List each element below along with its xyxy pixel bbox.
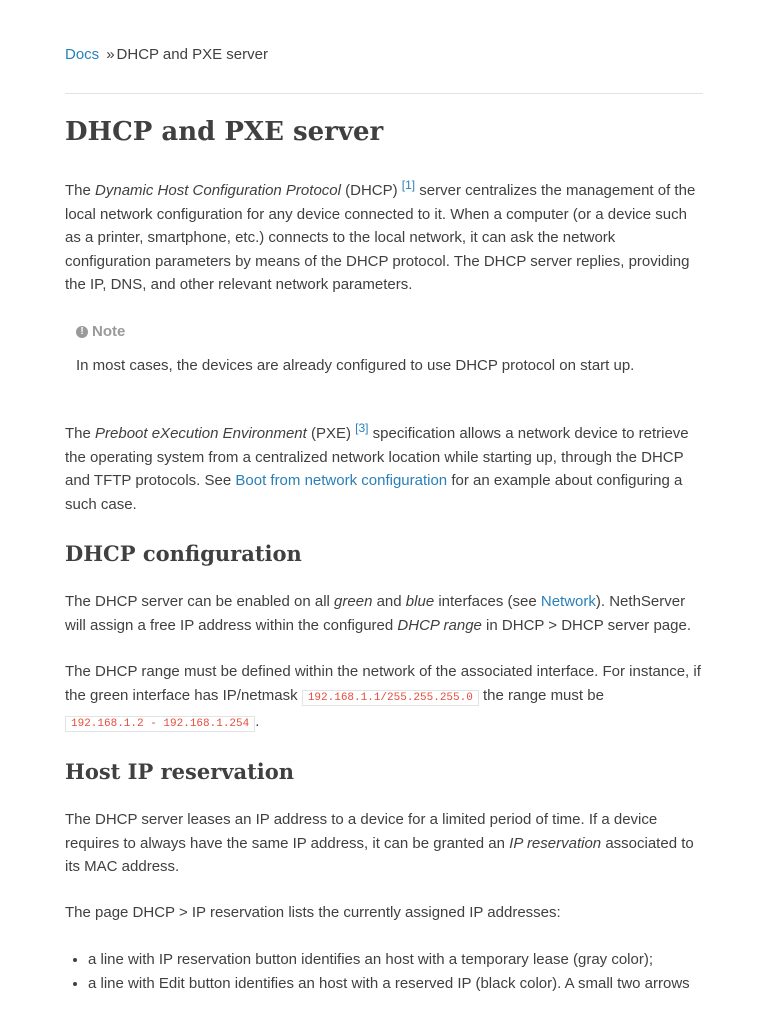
info-circle-icon: ! [76, 326, 88, 338]
host-ip-reservation-heading: Host IP reservation [65, 759, 295, 784]
dhcp-config-paragraph-2: The DHCP range must be defined within the network of the associated interface. For instance, if the green interface has IP/netmask 192.168.1.1/255.255.255.0 the range must be 192.168.1.2 - 192.168.1.254 . [65, 663, 701, 730]
page-title: DHCP and PXE server [65, 117, 384, 147]
network-link[interactable]: Network [540, 593, 596, 610]
netmask-code: 192.168.1.1/255.255.255.0 [302, 690, 479, 706]
footnote-3-link[interactable]: [3] [355, 421, 369, 435]
footnote-1-link[interactable]: [1] [401, 178, 416, 192]
pxe-paragraph: The Preboot eXecution Environment (PXE) [3] specification allows a network device to retrieve the operating system from a centralized network location while starting up, through the DHCP and TFTP protocols. See Boot from network configuration for an example about configuring a such case. [65, 421, 689, 513]
list-item: • a line with Edit button identifies an host with a reserved IP (black color). A small two arrows [88, 972, 726, 996]
note-text: In most cases, the devices are already configured to use DHCP protocol on start up. [76, 357, 635, 374]
intro-paragraph: The Dynamic Host Configuration Protocol (DHCP) [1] server centralizes the management of the local network configuration for any device connected to it. When a computer (or a device such as a printer, smartphone, etc.) connects to the local network, it can ask the network configuration parameters by means of the DHCP protocol. The DHCP server replies, providing the IP, DNS, and other relevant network parameters. [65, 178, 696, 293]
breadcrumb [65, 46, 703, 63]
reservation-list [65, 948, 726, 995]
dhcp-config-paragraph-1: The DHCP server can be enabled on all green and blue interfaces (see Network). NethServer will assign a free IP address within the configured DHCP range in DHCP > DHCP server page. [65, 593, 692, 634]
breadcrumb-current: DHCP and PXE server [116, 46, 268, 63]
host-ip-paragraph-2: The page DHCP > IP reservation lists the currently assigned IP addresses: [65, 904, 561, 921]
note-admonition [76, 323, 696, 378]
breadcrumb-docs-link[interactable]: Docs [65, 46, 100, 63]
range-code: 192.168.1.2 - 192.168.1.254 [65, 716, 255, 732]
breadcrumb-separator: » [106, 46, 115, 63]
breadcrumb-divider [65, 93, 703, 94]
list-item: • a line with IP reservation button identifies an host with a temporary lease (gray color); [88, 948, 726, 972]
boot-from-network-link[interactable]: Boot from network configuration [235, 472, 448, 489]
host-ip-paragraph-1: The DHCP server leases an IP address to a device for a limited period of time. If a device requires to always have the same IP address, it can be granted an IP reservation associated to its MAC address. [65, 811, 694, 875]
note-title: ! Note [76, 323, 696, 340]
dhcp-configuration-heading: DHCP configuration [65, 541, 302, 566]
